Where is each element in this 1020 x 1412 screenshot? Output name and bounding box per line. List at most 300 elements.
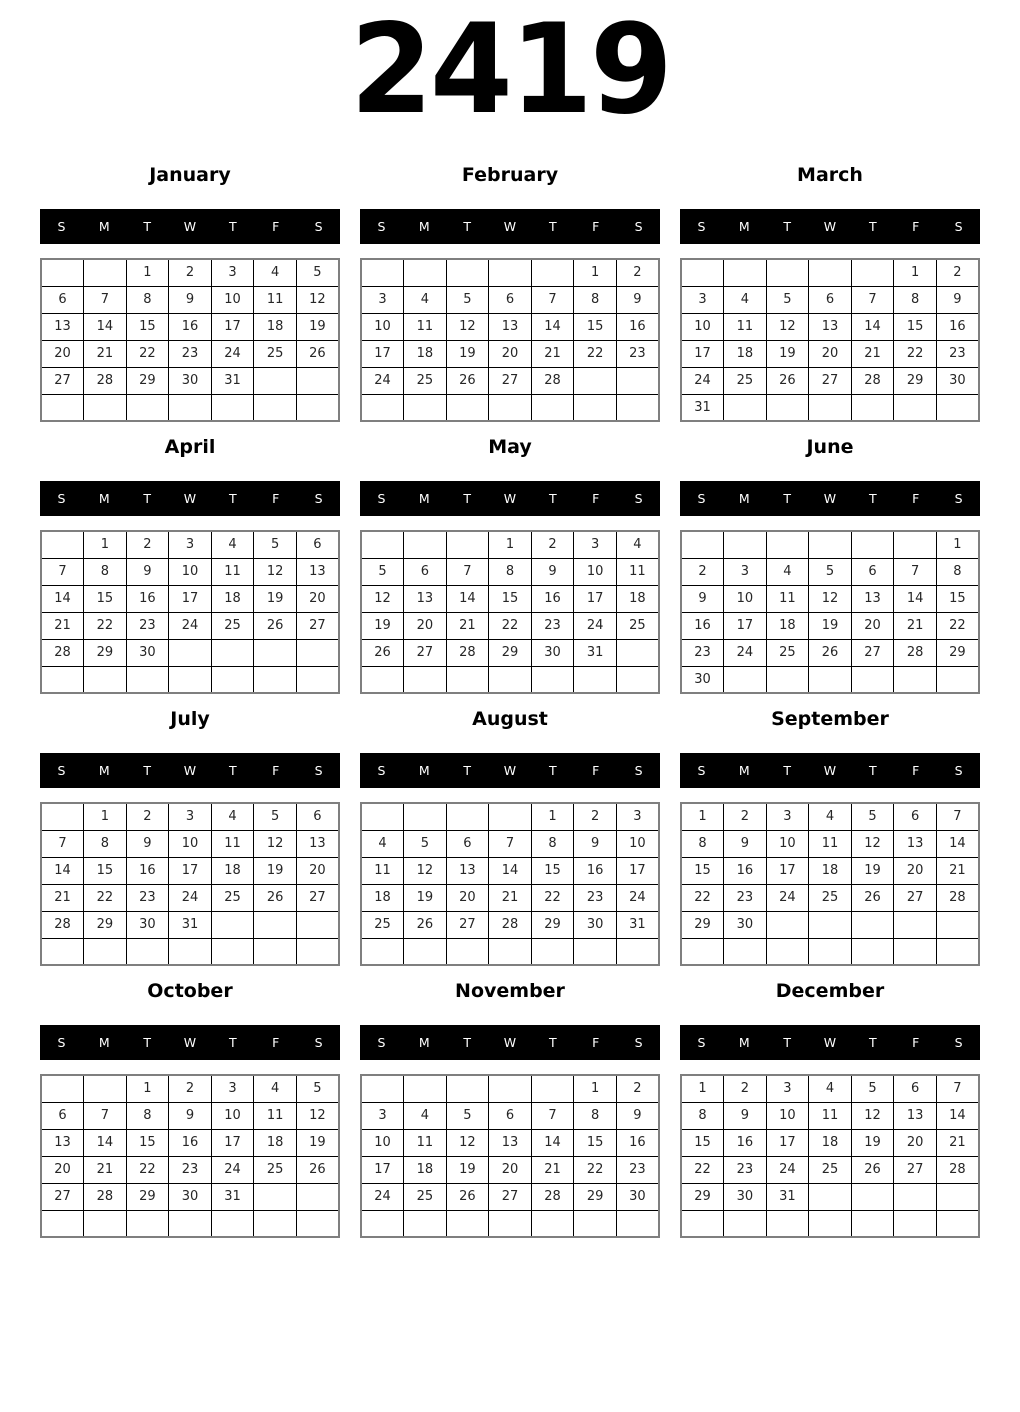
weekday-label: S bbox=[314, 1035, 323, 1050]
day-cell: 15 bbox=[84, 585, 127, 612]
empty-day-cell bbox=[766, 666, 809, 693]
day-cell: 7 bbox=[41, 558, 84, 585]
empty-day-cell bbox=[809, 666, 852, 693]
empty-day-cell bbox=[211, 394, 254, 421]
day-cell: 11 bbox=[809, 1102, 852, 1129]
day-cell: 27 bbox=[894, 1156, 937, 1183]
month-title: July bbox=[170, 708, 210, 730]
empty-day-cell bbox=[84, 666, 127, 693]
weekday-label: M bbox=[418, 1035, 430, 1050]
day-cell: 12 bbox=[296, 286, 339, 313]
empty-day-cell bbox=[169, 938, 212, 965]
day-cell: 6 bbox=[41, 286, 84, 313]
day-cell: 10 bbox=[169, 830, 212, 857]
weekday-label: M bbox=[98, 219, 110, 234]
day-cell: 12 bbox=[809, 585, 852, 612]
empty-day-cell bbox=[41, 938, 84, 965]
empty-day-cell bbox=[936, 938, 979, 965]
weekday-label: T bbox=[229, 219, 237, 234]
day-cell: 15 bbox=[574, 313, 617, 340]
day-cell: 1 bbox=[489, 531, 532, 558]
empty-day-cell bbox=[616, 1210, 659, 1237]
week-row bbox=[681, 884, 979, 911]
day-cell: 20 bbox=[41, 1156, 84, 1183]
empty-day-cell bbox=[936, 911, 979, 938]
day-cell: 21 bbox=[41, 612, 84, 639]
month-title: September bbox=[771, 708, 889, 730]
weekday-label: S bbox=[634, 491, 643, 506]
month-block-october bbox=[40, 980, 340, 1238]
day-cell: 9 bbox=[724, 830, 767, 857]
day-cell: 18 bbox=[809, 857, 852, 884]
date-grid bbox=[680, 258, 980, 422]
weekday-label: S bbox=[314, 219, 323, 234]
day-cell: 29 bbox=[126, 1183, 169, 1210]
weekday-label: S bbox=[57, 219, 66, 234]
weekday-label: W bbox=[183, 763, 197, 778]
empty-day-cell bbox=[531, 1075, 574, 1102]
weekday-label: F bbox=[592, 763, 600, 778]
day-cell: 5 bbox=[809, 558, 852, 585]
day-cell: 12 bbox=[254, 830, 297, 857]
day-cell: 2 bbox=[616, 1075, 659, 1102]
weekday-label: F bbox=[592, 1035, 600, 1050]
empty-day-cell bbox=[296, 666, 339, 693]
day-cell: 11 bbox=[211, 558, 254, 585]
weekday-label: T bbox=[463, 1035, 471, 1050]
empty-day-cell bbox=[574, 1210, 617, 1237]
weekday-label: S bbox=[697, 763, 706, 778]
day-cell: 26 bbox=[404, 911, 447, 938]
day-cell: 28 bbox=[936, 884, 979, 911]
day-cell: 13 bbox=[489, 313, 532, 340]
empty-day-cell bbox=[851, 259, 894, 286]
day-cell: 17 bbox=[361, 340, 404, 367]
day-cell: 23 bbox=[616, 340, 659, 367]
day-cell: 3 bbox=[681, 286, 724, 313]
day-cell: 10 bbox=[681, 313, 724, 340]
day-cell: 5 bbox=[446, 286, 489, 313]
day-cell: 8 bbox=[574, 1102, 617, 1129]
day-cell: 22 bbox=[531, 884, 574, 911]
day-cell: 16 bbox=[574, 857, 617, 884]
empty-day-cell bbox=[489, 259, 532, 286]
day-cell: 8 bbox=[126, 1102, 169, 1129]
empty-day-cell bbox=[296, 639, 339, 666]
day-cell: 11 bbox=[724, 313, 767, 340]
weekday-label: T bbox=[143, 1035, 151, 1050]
empty-day-cell bbox=[361, 666, 404, 693]
weekday-label: F bbox=[912, 1035, 920, 1050]
day-cell: 13 bbox=[404, 585, 447, 612]
weekday-label: F bbox=[912, 763, 920, 778]
week-row bbox=[681, 639, 979, 666]
empty-day-cell bbox=[126, 938, 169, 965]
weekday-label: S bbox=[954, 763, 963, 778]
day-cell: 30 bbox=[681, 666, 724, 693]
weekday-label: W bbox=[823, 491, 837, 506]
day-cell: 12 bbox=[446, 313, 489, 340]
week-row bbox=[681, 259, 979, 286]
empty-day-cell bbox=[851, 666, 894, 693]
weekday-label: T bbox=[143, 763, 151, 778]
day-cell: 2 bbox=[169, 259, 212, 286]
day-cell: 24 bbox=[211, 340, 254, 367]
week-row bbox=[41, 666, 339, 693]
day-cell: 29 bbox=[84, 911, 127, 938]
week-row bbox=[361, 313, 659, 340]
day-cell: 11 bbox=[211, 830, 254, 857]
day-cell: 23 bbox=[574, 884, 617, 911]
empty-day-cell bbox=[681, 259, 724, 286]
empty-day-cell bbox=[489, 666, 532, 693]
day-cell: 19 bbox=[361, 612, 404, 639]
month-title: December bbox=[775, 980, 885, 1002]
day-cell: 7 bbox=[894, 558, 937, 585]
weekday-label: S bbox=[377, 763, 386, 778]
day-cell: 30 bbox=[531, 639, 574, 666]
day-cell: 24 bbox=[724, 639, 767, 666]
date-grid bbox=[40, 258, 340, 422]
day-cell: 5 bbox=[851, 1075, 894, 1102]
week-row bbox=[41, 803, 339, 830]
empty-day-cell bbox=[616, 938, 659, 965]
day-cell: 10 bbox=[574, 558, 617, 585]
empty-day-cell bbox=[894, 911, 937, 938]
day-cell: 14 bbox=[84, 1129, 127, 1156]
empty-day-cell bbox=[936, 666, 979, 693]
day-cell: 7 bbox=[531, 286, 574, 313]
day-cell: 19 bbox=[809, 612, 852, 639]
day-cell: 27 bbox=[404, 639, 447, 666]
weekday-header-row bbox=[360, 753, 660, 788]
day-cell: 9 bbox=[681, 585, 724, 612]
day-cell: 23 bbox=[936, 340, 979, 367]
day-cell: 21 bbox=[41, 884, 84, 911]
day-cell: 7 bbox=[41, 830, 84, 857]
day-cell: 10 bbox=[211, 1102, 254, 1129]
day-cell: 10 bbox=[361, 1129, 404, 1156]
day-cell: 24 bbox=[766, 884, 809, 911]
day-cell: 9 bbox=[126, 830, 169, 857]
empty-day-cell bbox=[41, 259, 84, 286]
day-cell: 9 bbox=[531, 558, 574, 585]
day-cell: 6 bbox=[446, 830, 489, 857]
empty-day-cell bbox=[809, 259, 852, 286]
day-cell: 11 bbox=[361, 857, 404, 884]
day-cell: 6 bbox=[809, 286, 852, 313]
day-cell: 3 bbox=[169, 803, 212, 830]
day-cell: 25 bbox=[404, 1183, 447, 1210]
day-cell: 27 bbox=[851, 639, 894, 666]
day-cell: 3 bbox=[361, 286, 404, 313]
day-cell: 5 bbox=[361, 558, 404, 585]
day-cell: 24 bbox=[361, 367, 404, 394]
day-cell: 4 bbox=[809, 1075, 852, 1102]
empty-day-cell bbox=[446, 531, 489, 558]
day-cell: 4 bbox=[766, 558, 809, 585]
day-cell: 15 bbox=[489, 585, 532, 612]
empty-day-cell bbox=[766, 259, 809, 286]
day-cell: 12 bbox=[296, 1102, 339, 1129]
day-cell: 4 bbox=[404, 1102, 447, 1129]
weekday-label: T bbox=[463, 763, 471, 778]
empty-day-cell bbox=[169, 394, 212, 421]
weekday-label: S bbox=[954, 491, 963, 506]
day-cell: 19 bbox=[446, 1156, 489, 1183]
empty-day-cell bbox=[766, 1210, 809, 1237]
day-cell: 11 bbox=[254, 286, 297, 313]
empty-day-cell bbox=[574, 938, 617, 965]
weekday-label: T bbox=[463, 219, 471, 234]
empty-day-cell bbox=[211, 911, 254, 938]
day-cell: 15 bbox=[681, 1129, 724, 1156]
empty-day-cell bbox=[254, 938, 297, 965]
day-cell: 12 bbox=[404, 857, 447, 884]
empty-day-cell bbox=[531, 666, 574, 693]
day-cell: 14 bbox=[489, 857, 532, 884]
day-cell: 10 bbox=[766, 1102, 809, 1129]
day-cell: 31 bbox=[681, 394, 724, 421]
day-cell: 28 bbox=[446, 639, 489, 666]
week-row bbox=[681, 1129, 979, 1156]
day-cell: 23 bbox=[126, 612, 169, 639]
week-row bbox=[41, 259, 339, 286]
month-block-january bbox=[40, 164, 340, 422]
weekday-label: S bbox=[697, 219, 706, 234]
month-title: March bbox=[797, 164, 863, 186]
weekday-label: W bbox=[823, 1035, 837, 1050]
empty-day-cell bbox=[724, 531, 767, 558]
day-cell: 21 bbox=[851, 340, 894, 367]
empty-day-cell bbox=[616, 367, 659, 394]
day-cell: 13 bbox=[489, 1129, 532, 1156]
day-cell: 6 bbox=[894, 803, 937, 830]
day-cell: 10 bbox=[211, 286, 254, 313]
weekday-label: M bbox=[738, 1035, 750, 1050]
empty-day-cell bbox=[404, 1210, 447, 1237]
weekday-header-row bbox=[40, 1025, 340, 1060]
day-cell: 1 bbox=[681, 803, 724, 830]
week-row bbox=[681, 911, 979, 938]
empty-day-cell bbox=[446, 803, 489, 830]
day-cell: 27 bbox=[489, 1183, 532, 1210]
day-cell: 12 bbox=[446, 1129, 489, 1156]
day-cell: 9 bbox=[574, 830, 617, 857]
day-cell: 13 bbox=[446, 857, 489, 884]
day-cell: 5 bbox=[254, 531, 297, 558]
month-block-june bbox=[680, 436, 980, 694]
empty-day-cell bbox=[404, 1075, 447, 1102]
day-cell: 18 bbox=[724, 340, 767, 367]
empty-day-cell bbox=[616, 666, 659, 693]
day-cell: 10 bbox=[766, 830, 809, 857]
day-cell: 8 bbox=[681, 1102, 724, 1129]
empty-day-cell bbox=[169, 1210, 212, 1237]
weekday-label: F bbox=[912, 491, 920, 506]
day-cell: 2 bbox=[531, 531, 574, 558]
weekday-label: F bbox=[592, 491, 600, 506]
day-cell: 8 bbox=[531, 830, 574, 857]
empty-day-cell bbox=[296, 938, 339, 965]
day-cell: 19 bbox=[766, 340, 809, 367]
day-cell: 29 bbox=[489, 639, 532, 666]
month-title: May bbox=[488, 436, 532, 458]
day-cell: 23 bbox=[169, 1156, 212, 1183]
week-row bbox=[361, 259, 659, 286]
weekday-header-row bbox=[40, 209, 340, 244]
day-cell: 6 bbox=[489, 1102, 532, 1129]
day-cell: 30 bbox=[169, 1183, 212, 1210]
day-cell: 7 bbox=[489, 830, 532, 857]
empty-day-cell bbox=[254, 1210, 297, 1237]
month-title: February bbox=[461, 164, 559, 186]
day-cell: 22 bbox=[681, 1156, 724, 1183]
day-cell: 22 bbox=[681, 884, 724, 911]
day-cell: 27 bbox=[41, 1183, 84, 1210]
day-cell: 16 bbox=[126, 585, 169, 612]
month-block-july bbox=[40, 708, 340, 966]
week-row bbox=[681, 558, 979, 585]
day-cell: 14 bbox=[936, 830, 979, 857]
day-cell: 20 bbox=[851, 612, 894, 639]
day-cell: 13 bbox=[41, 1129, 84, 1156]
day-cell: 1 bbox=[681, 1075, 724, 1102]
day-cell: 28 bbox=[84, 1183, 127, 1210]
month-title: April bbox=[164, 436, 216, 458]
day-cell: 1 bbox=[531, 803, 574, 830]
empty-day-cell bbox=[851, 1210, 894, 1237]
day-cell: 21 bbox=[84, 1156, 127, 1183]
empty-day-cell bbox=[254, 367, 297, 394]
weekday-label: M bbox=[98, 1035, 110, 1050]
week-row bbox=[41, 313, 339, 340]
day-cell: 8 bbox=[84, 830, 127, 857]
empty-day-cell bbox=[894, 394, 937, 421]
day-cell: 8 bbox=[574, 286, 617, 313]
empty-day-cell bbox=[361, 803, 404, 830]
day-cell: 10 bbox=[724, 585, 767, 612]
day-cell: 18 bbox=[809, 1129, 852, 1156]
day-cell: 21 bbox=[894, 612, 937, 639]
day-cell: 19 bbox=[296, 1129, 339, 1156]
weekday-header-row bbox=[680, 753, 980, 788]
weekday-label: W bbox=[183, 491, 197, 506]
empty-day-cell bbox=[851, 1183, 894, 1210]
day-cell: 10 bbox=[361, 313, 404, 340]
day-cell: 14 bbox=[41, 585, 84, 612]
day-cell: 30 bbox=[126, 639, 169, 666]
empty-day-cell bbox=[531, 1210, 574, 1237]
day-cell: 17 bbox=[766, 857, 809, 884]
week-row bbox=[361, 1075, 659, 1102]
week-row bbox=[41, 558, 339, 585]
day-cell: 22 bbox=[574, 340, 617, 367]
day-cell: 27 bbox=[894, 884, 937, 911]
empty-day-cell bbox=[531, 394, 574, 421]
day-cell: 9 bbox=[169, 1102, 212, 1129]
day-cell: 18 bbox=[404, 1156, 447, 1183]
day-cell: 15 bbox=[574, 1129, 617, 1156]
weekday-label: W bbox=[503, 1035, 517, 1050]
day-cell: 11 bbox=[616, 558, 659, 585]
day-cell: 7 bbox=[936, 1075, 979, 1102]
day-cell: 6 bbox=[404, 558, 447, 585]
day-cell: 4 bbox=[254, 1075, 297, 1102]
day-cell: 31 bbox=[574, 639, 617, 666]
empty-day-cell bbox=[211, 938, 254, 965]
day-cell: 21 bbox=[531, 340, 574, 367]
day-cell: 3 bbox=[616, 803, 659, 830]
empty-day-cell bbox=[894, 938, 937, 965]
empty-day-cell bbox=[574, 367, 617, 394]
day-cell: 19 bbox=[446, 340, 489, 367]
empty-day-cell bbox=[404, 394, 447, 421]
day-cell: 17 bbox=[681, 340, 724, 367]
day-cell: 30 bbox=[574, 911, 617, 938]
empty-day-cell bbox=[296, 1210, 339, 1237]
day-cell: 7 bbox=[531, 1102, 574, 1129]
day-cell: 4 bbox=[211, 531, 254, 558]
weekday-header-row bbox=[680, 209, 980, 244]
day-cell: 3 bbox=[211, 259, 254, 286]
day-cell: 19 bbox=[254, 857, 297, 884]
day-cell: 29 bbox=[936, 639, 979, 666]
day-cell: 27 bbox=[809, 367, 852, 394]
day-cell: 21 bbox=[531, 1156, 574, 1183]
empty-day-cell bbox=[211, 666, 254, 693]
day-cell: 18 bbox=[211, 857, 254, 884]
week-row bbox=[681, 286, 979, 313]
day-cell: 4 bbox=[254, 259, 297, 286]
empty-day-cell bbox=[489, 938, 532, 965]
week-row bbox=[361, 803, 659, 830]
week-row bbox=[361, 1210, 659, 1237]
day-cell: 2 bbox=[126, 803, 169, 830]
weekday-label: T bbox=[783, 1035, 791, 1050]
day-cell: 20 bbox=[894, 1129, 937, 1156]
weekday-label: T bbox=[549, 491, 557, 506]
weekday-label: M bbox=[418, 219, 430, 234]
empty-day-cell bbox=[126, 666, 169, 693]
weekday-label: M bbox=[418, 763, 430, 778]
day-cell: 25 bbox=[254, 340, 297, 367]
day-cell: 20 bbox=[489, 340, 532, 367]
day-cell: 30 bbox=[169, 367, 212, 394]
day-cell: 11 bbox=[766, 585, 809, 612]
empty-day-cell bbox=[84, 1210, 127, 1237]
empty-day-cell bbox=[254, 666, 297, 693]
day-cell: 25 bbox=[254, 1156, 297, 1183]
empty-day-cell bbox=[41, 531, 84, 558]
day-cell: 25 bbox=[724, 367, 767, 394]
week-row bbox=[41, 911, 339, 938]
empty-day-cell bbox=[169, 666, 212, 693]
day-cell: 15 bbox=[531, 857, 574, 884]
empty-day-cell bbox=[361, 1210, 404, 1237]
empty-day-cell bbox=[724, 666, 767, 693]
day-cell: 26 bbox=[851, 884, 894, 911]
weekday-label: S bbox=[634, 219, 643, 234]
day-cell: 1 bbox=[574, 1075, 617, 1102]
week-row bbox=[361, 857, 659, 884]
weekday-label: M bbox=[418, 491, 430, 506]
day-cell: 2 bbox=[169, 1075, 212, 1102]
week-row bbox=[41, 1156, 339, 1183]
empty-day-cell bbox=[894, 531, 937, 558]
day-cell: 11 bbox=[254, 1102, 297, 1129]
day-cell: 27 bbox=[489, 367, 532, 394]
